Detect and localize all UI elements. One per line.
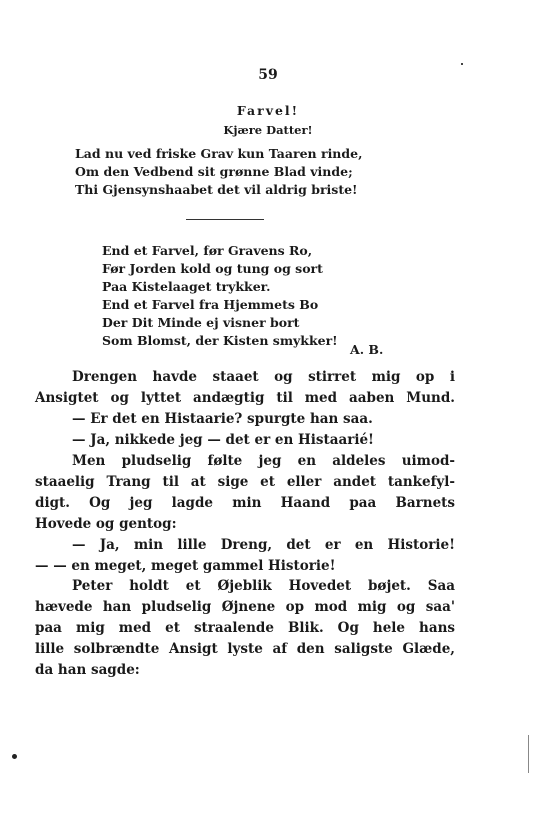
prose-line: — Ja, nikkede jeg — det er en Histaarié! (72, 432, 374, 448)
prose-line: — Ja, min lille Dreng, det er en Historie! (72, 537, 455, 553)
verse-line: Thi Gjensynshaabet det vil aldrig briste! (75, 182, 358, 197)
verse-second (102, 242, 338, 350)
prose-line: Ansigtet og lyttet andægtig til med aaben Mund. (35, 390, 455, 406)
prose-line: da han sagde: (35, 662, 140, 678)
verse-line: Før Jorden kold og tung og sort (102, 261, 323, 276)
prose-line: Hovede og gentog: (35, 516, 177, 532)
prose-line: paa mig med et straalende Blik. Og hele hans (35, 620, 455, 636)
poem-title: Farvel! (236, 103, 300, 118)
prose-line: — — en meget, meget gammel Historie! (35, 558, 336, 574)
verse-line: End et Farvel, før Gravens Ro, (102, 243, 313, 258)
prose-line: staaelig Trang til at sige et eller andet tankefyl- (35, 474, 455, 490)
margin-tick (528, 735, 529, 773)
prose-first (35, 367, 455, 577)
poem-subtitle: Kjære Datter! (223, 123, 313, 137)
verse-line: Paa Kistelaaget trykker. (102, 279, 271, 294)
signature: A. B. (350, 342, 384, 357)
page-number: 59 (258, 67, 278, 83)
verse-line: Som Blomst, der Kisten smykker! (102, 333, 338, 348)
prose-line: Peter holdt et Øjeblik Hovedet bøjet. Saa (72, 578, 455, 594)
prose-line: — Er det en Histaarie? spurgte han saa. (72, 411, 373, 427)
prose-line: hævede han pludselig Øjnene op mod mig og saa' (35, 599, 455, 615)
section-divider (186, 219, 264, 220)
verse-line: Om den Vedbend sit grønne Blad vinde; (75, 164, 353, 179)
margin-dot (12, 754, 17, 759)
prose-second (35, 576, 455, 681)
verse-line: End et Farvel fra Hjemmets Bo (102, 297, 319, 312)
prose-line: lille solbrændte Ansigt lyste af den saligste Glæde, (35, 641, 455, 657)
paper-speck (461, 63, 463, 65)
prose-line: digt. Og jeg lagde min Haand paa Barnets (35, 495, 455, 511)
verse-first (75, 145, 362, 199)
verse-line: Lad nu ved friske Grav kun Taaren rinde, (75, 146, 363, 161)
prose-line: Men pludselig følte jeg en aldeles uimod- (72, 453, 455, 469)
verse-line: Der Dit Minde ej visner bort (102, 315, 300, 330)
prose-line: Drengen havde staaet og stirret mig op i (72, 369, 455, 385)
